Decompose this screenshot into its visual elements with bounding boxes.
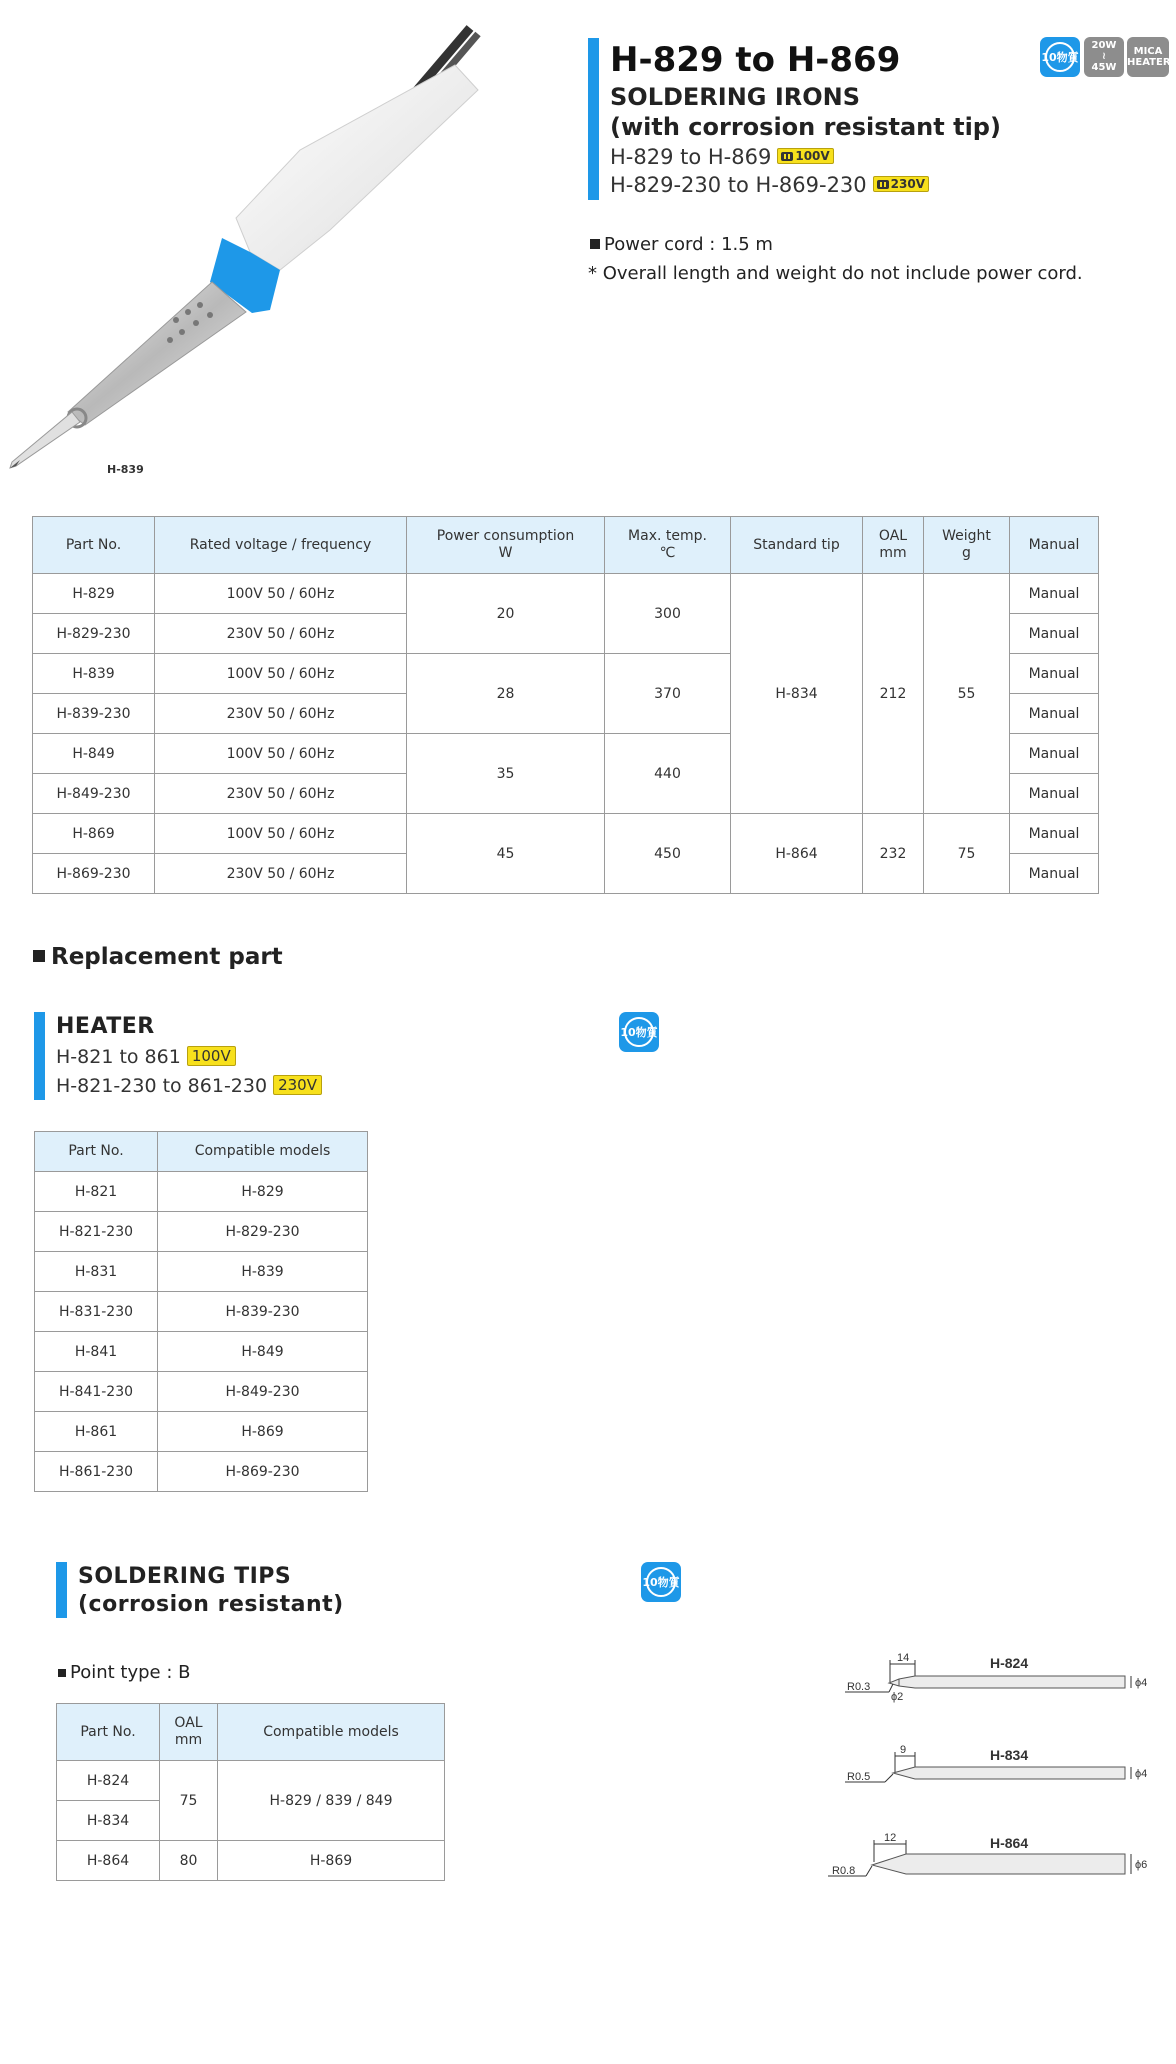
manual-link[interactable]: Manual: [1010, 854, 1099, 894]
spec-table: [32, 516, 1099, 894]
model-range-100v: [610, 144, 834, 171]
col-weight: Weight g: [924, 517, 1010, 574]
tips-title: SOLDERING TIPS: [78, 1564, 292, 1589]
table-row: H-829-230 230V 50 / 60Hz Manual: [33, 614, 1099, 654]
tip-drawing-h834: [835, 1742, 1165, 1802]
heater-range-230v: H-821-230 to 861-230 230V: [56, 1073, 322, 1100]
table-row: H-841 H-849: [35, 1332, 368, 1372]
image-label: H-839: [107, 463, 144, 476]
svg-text:R0.3: R0.3: [847, 1681, 871, 1693]
voltage-badge-230v: 230V: [273, 1075, 322, 1095]
svg-text:ϕ6: ϕ6: [1135, 1859, 1148, 1871]
model-range-230v: [610, 172, 929, 199]
table-row: H-834: [57, 1801, 445, 1841]
manual-link[interactable]: Manual: [1010, 814, 1099, 854]
table-row: H-849-230 230V 50 / 60Hz Manual: [33, 774, 1099, 814]
manual-link[interactable]: Manual: [1010, 574, 1099, 614]
manual-link[interactable]: Manual: [1010, 774, 1099, 814]
voltage-badge-100v: [777, 148, 833, 164]
svg-text:ϕ2: ϕ2: [891, 1691, 904, 1703]
heater-title: HEATER: [56, 1014, 155, 1039]
heater-table: [34, 1131, 368, 1492]
table-row: H-839-230 230V 50 / 60Hz Manual: [33, 694, 1099, 734]
col-power: Power consumption W: [407, 517, 605, 574]
wattage-badge: 20W ≀ 45W: [1084, 37, 1124, 77]
tip-drawing-h824: [835, 1650, 1165, 1710]
ten-substance-badge: 10物質: [619, 1012, 659, 1052]
bullet-square: [590, 239, 600, 249]
table-row: H-821-230 H-829-230: [35, 1212, 368, 1252]
col-voltage: Rated voltage / frequency: [155, 517, 407, 574]
manual-link[interactable]: Manual: [1010, 614, 1099, 654]
table-header-row: [33, 517, 1099, 574]
title-accent-bar: [588, 38, 599, 200]
col-part-no: Part No.: [33, 517, 155, 574]
plug-icon: [877, 180, 889, 189]
replacement-heading: Replacement part: [33, 944, 283, 970]
tips-subtitle: (corrosion resistant): [78, 1592, 344, 1617]
voltage-badge-label: 230V: [890, 177, 925, 191]
col-tip: Standard tip: [731, 517, 863, 574]
bullet-square: [33, 950, 45, 962]
ten-substance-badge: 10物質: [1040, 37, 1080, 77]
tips-table: [56, 1703, 445, 1881]
page-subtitle: SOLDERING IRONS: [610, 83, 861, 111]
svg-text:R0.5: R0.5: [847, 1771, 871, 1783]
table-row: H-841-230 H-849-230: [35, 1372, 368, 1412]
mica-heater-badge: MICA HEATER: [1127, 37, 1169, 77]
tips-accent-bar: [56, 1562, 67, 1618]
table-row: H-831-230 H-839-230: [35, 1292, 368, 1332]
col-manual: Manual: [1010, 517, 1099, 574]
svg-text:12: 12: [884, 1832, 897, 1844]
table-row: H-869-230 230V 50 / 60Hz Manual: [33, 854, 1099, 894]
power-cord-note: Power cord : 1.5 m: [590, 234, 773, 255]
svg-text:R0.8: R0.8: [832, 1865, 856, 1877]
table-row: H-829 100V 50 / 60Hz 20 300 H-834 212 55 Manual: [33, 574, 1099, 614]
table-row: H-861 H-869: [35, 1412, 368, 1452]
bullet-square: [58, 1669, 66, 1677]
voltage-badge-230v: [873, 176, 929, 192]
voltage-badge-label: 100V: [795, 149, 830, 163]
soldering-iron-image: [0, 20, 560, 480]
table-row: H-861-230 H-869-230: [35, 1452, 368, 1492]
point-type-label: Point type : B: [58, 1662, 190, 1683]
col-oal: OAL mm: [863, 517, 924, 574]
page-subtitle-2: (with corrosion resistant tip): [610, 113, 1001, 141]
voltage-badge-100v: 100V: [187, 1046, 236, 1066]
model-range-text: H-829-230 to H-869-230: [610, 173, 867, 197]
table-row: H-821 H-829: [35, 1172, 368, 1212]
table-row: H-839 100V 50 / 60Hz 28 370 Manual: [33, 654, 1099, 694]
manual-link[interactable]: Manual: [1010, 654, 1099, 694]
table-row: H-869 100V 50 / 60Hz 45 450 H-864 232 75 Manual: [33, 814, 1099, 854]
plug-icon: [781, 152, 793, 161]
svg-text:ϕ4: ϕ4: [1135, 1768, 1148, 1780]
table-header-row: Part No. Compatible models: [35, 1132, 368, 1172]
svg-text:H-834: H-834: [990, 1747, 1029, 1763]
col-temp: Max. temp. ℃: [605, 517, 731, 574]
table-header-row: Part No. OAL mm Compatible models: [57, 1704, 445, 1761]
length-weight-note: * Overall length and weight do not include power cord.: [588, 263, 1083, 284]
table-row: H-824 75 H-829 / 839 / 849: [57, 1761, 445, 1801]
svg-text:14: 14: [897, 1652, 910, 1664]
svg-text:9: 9: [900, 1744, 907, 1756]
manual-link[interactable]: Manual: [1010, 694, 1099, 734]
ten-substance-badge: 10物質: [641, 1562, 681, 1602]
model-range-text: H-829 to H-869: [610, 145, 772, 169]
svg-text:H-824: H-824: [990, 1655, 1029, 1671]
svg-text:H-864: H-864: [990, 1835, 1029, 1851]
heater-accent-bar: [34, 1012, 45, 1100]
tip-drawing-h864: [820, 1830, 1165, 1890]
table-row: H-864 80 H-869: [57, 1841, 445, 1881]
svg-text:ϕ4: ϕ4: [1135, 1677, 1148, 1689]
page-title: H-829 to H-869: [610, 40, 901, 80]
manual-link[interactable]: Manual: [1010, 734, 1099, 774]
table-row: H-849 100V 50 / 60Hz 35 440 Manual: [33, 734, 1099, 774]
table-row: H-831 H-839: [35, 1252, 368, 1292]
heater-range-100v: H-821 to 861 100V: [56, 1044, 236, 1071]
